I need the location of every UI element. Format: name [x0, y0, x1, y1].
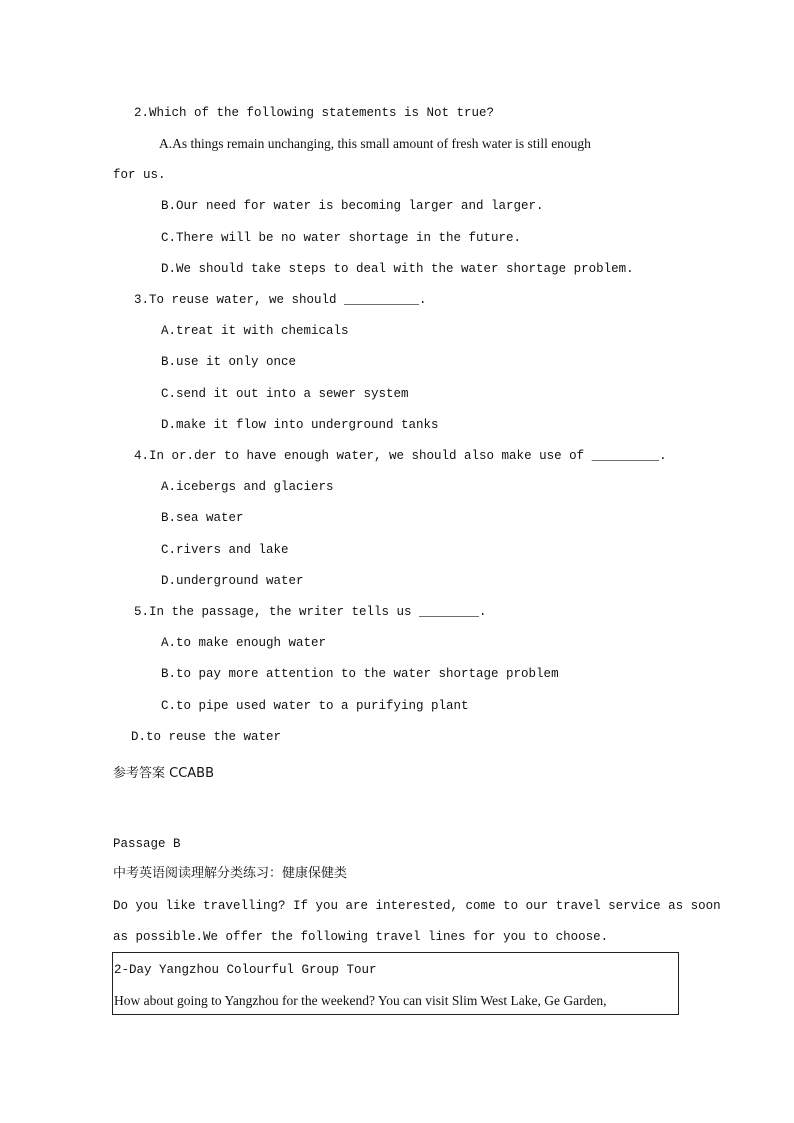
q4-option-a: A.icebergs and glaciers — [161, 480, 334, 494]
passage-intro-line2: as possible.We offer the following travel lines for you to choose. — [113, 930, 609, 944]
q3-option-b: B.use it only once — [161, 355, 297, 369]
q4-option-b: B.sea water — [161, 511, 244, 525]
tour-description: How about going to Yangzhou for the weekend? You can visit Slim West Lake, Ge Garden, — [114, 993, 607, 1008]
q5-option-b: B.to pay more attention to the water shortage problem — [161, 667, 559, 681]
q5-stem: 5.In the passage, the writer tells us ________. — [134, 605, 487, 619]
q3-stem: 3.To reuse water, we should __________. — [134, 293, 427, 307]
answer-key: 参考答案 CCABB — [113, 766, 215, 781]
q2-option-c: C.There will be no water shortage in the future. — [161, 231, 522, 245]
passage-subtitle: 中考英语阅读理解分类练习：健康保健类 — [113, 866, 348, 881]
q3-option-a: A.treat it with chemicals — [161, 324, 349, 338]
q4-stem: 4.In or.der to have enough water, we should also make use of _________. — [134, 449, 667, 463]
passage-heading: Passage B — [113, 837, 181, 851]
q5-option-a: A.to make enough water — [161, 636, 327, 650]
q3-option-c: C.send it out into a sewer system — [161, 387, 409, 401]
q2-stem: 2.Which of the following statements is Not true? — [134, 106, 495, 120]
tour-title: 2-Day Yangzhou Colourful Group Tour — [114, 963, 377, 977]
q2-option-a-line1: A.As things remain unchanging, this small amount of fresh water is still enough — [159, 136, 591, 151]
q4-option-c: C.rivers and lake — [161, 543, 289, 557]
q5-option-d: D.to reuse the water — [131, 730, 282, 744]
tour-info-box — [112, 952, 679, 1015]
passage-intro-line1: Do you like travelling? If you are interested, come to our travel service as soon — [113, 899, 721, 913]
q4-option-d: D.underground water — [161, 574, 304, 588]
q2-option-d: D.We should take steps to deal with the water shortage problem. — [161, 262, 634, 276]
q2-option-a-line2: for us. — [113, 168, 166, 182]
q3-option-d: D.make it flow into underground tanks — [161, 418, 439, 432]
q5-option-c: C.to pipe used water to a purifying plant — [161, 699, 469, 713]
q2-option-b: B.Our need for water is becoming larger and larger. — [161, 199, 544, 213]
